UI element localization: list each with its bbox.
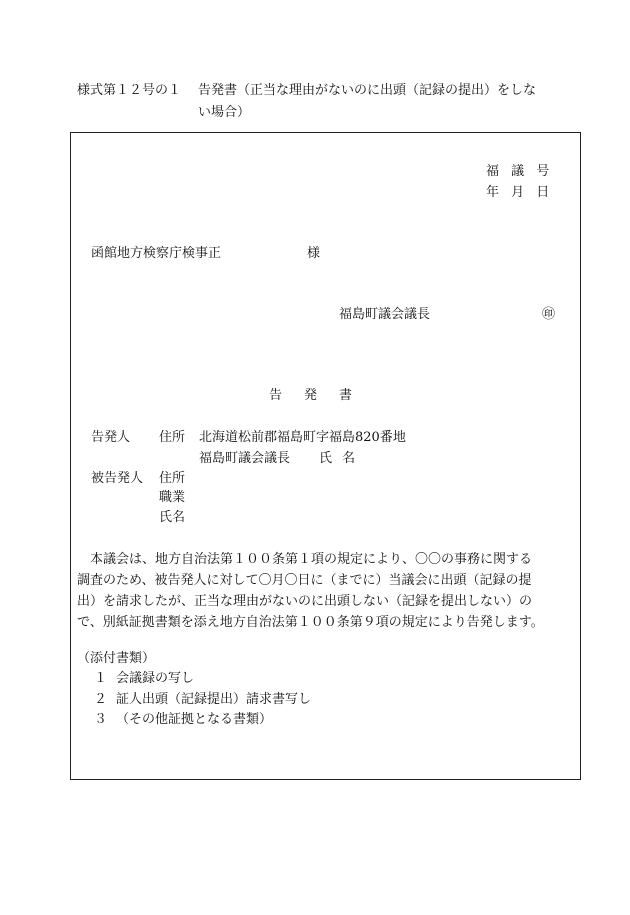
complainant-address-value: 北海道松前郡福島町字福島820番地 [199,430,406,445]
body-paragraph [77,549,572,633]
document-title: 告発書 [269,388,375,403]
attachment-number: ３ [94,712,108,727]
body-line: で、別紙証拠書類を添え地方自治法第１００条第９項の規定により告発します。 [77,615,544,630]
seal-mark: ㊞ [542,307,556,322]
attachment-text: 証人出頭（記録提出）請求書写し [116,692,312,707]
body-line: 出）を請求したが、正当な理由がないのに出頭しない（記録を提出しない）の [77,594,533,609]
sender-title: 福島町議会議長 [339,307,431,322]
accused-address-label: 住所 [159,471,186,486]
form-title-line1: 告発書（正当な理由がないのに出頭（記録の提出）をしな [198,83,537,98]
attachments-heading: （添付書類） [77,651,156,666]
document-date: 年 月 日 [486,185,554,200]
complainant-address-label: 住所 [159,430,186,445]
body-line: 調査のため、被告発人に対して〇月〇日に（までに）当議会に出頭（記録の提 [77,573,532,588]
attachment-item [94,693,311,706]
complainant-label: 告発人 [91,430,131,445]
attachment-number: ２ [94,692,108,707]
addressee: 函館地方検察庁検事正 [91,246,222,261]
complainant-name-value: 氏名 [319,451,366,466]
form-title-line2: い場合） [198,105,251,120]
accused-name-label: 氏名 [159,510,186,525]
body-line: 本議会は、地方自治法第１００条第１項の規定により、〇〇の事務に関する [77,552,533,567]
honorific: 様 [307,246,321,261]
attachment-number: １ [94,671,108,686]
accused-occupation-label: 職業 [159,490,186,505]
attachment-text: 会議録の写し [116,671,195,686]
attachment-item [94,713,272,726]
attachment-text: （その他証拠となる書類） [116,712,273,727]
complainant-title-value: 福島町議会議長 [199,451,291,466]
accused-label: 被告発人 [91,471,144,486]
document-number: 福 議 号 [486,164,554,179]
form-number-label: 様式第１２号の１ [77,83,182,98]
attachment-item [94,672,194,685]
